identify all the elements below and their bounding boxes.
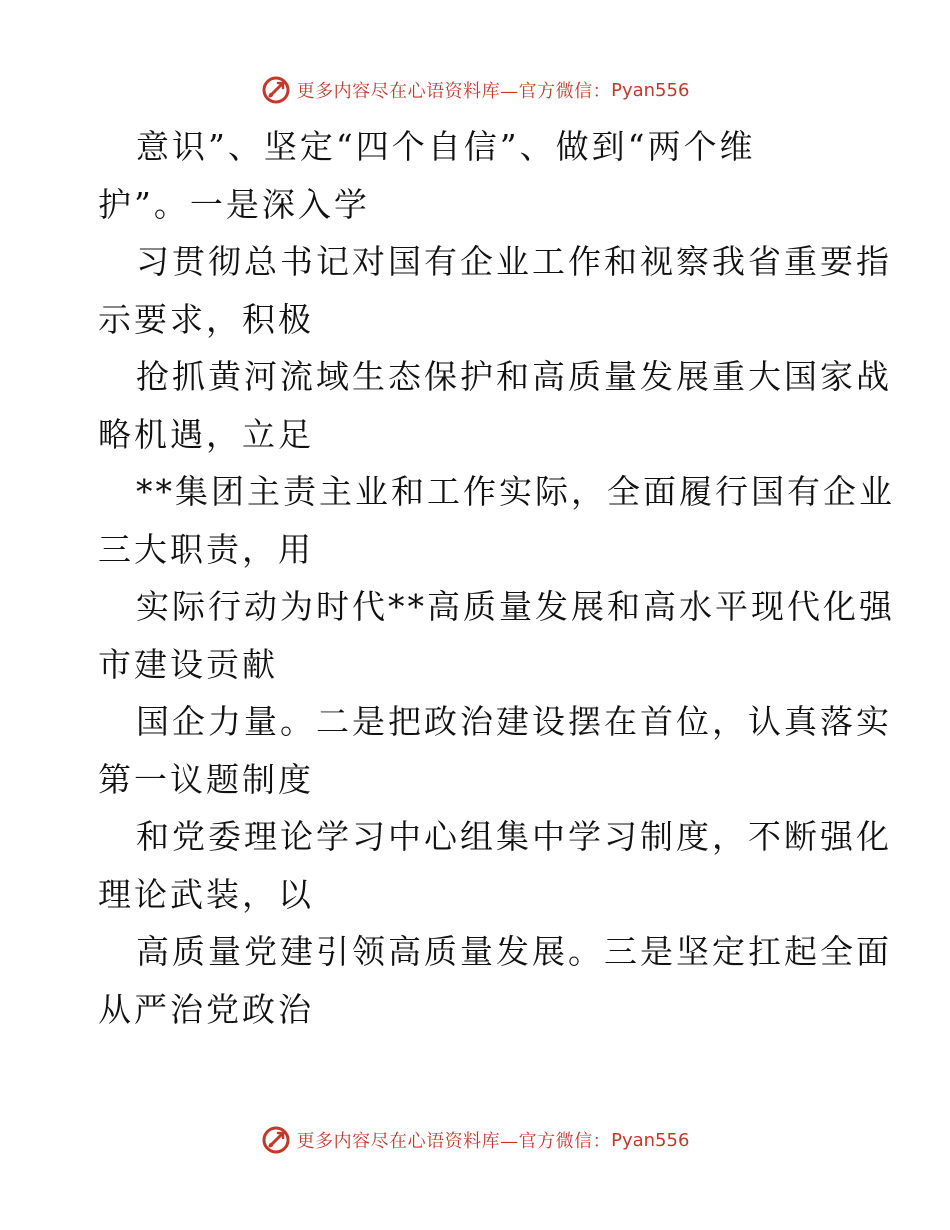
header-watermark (0, 70, 950, 110)
text-line: 高质量党建引领高质量发展。三是坚定扛起全面 (136, 932, 892, 971)
watermark-wechat-id: Pyan556 (611, 1129, 690, 1151)
text-line: 实际行动为时代**高质量发展和高水平现代化强 (136, 587, 895, 626)
watermark-wechat-id: Pyan556 (611, 79, 690, 101)
text-line: 第一议题制度 (98, 759, 314, 799)
brand-logo-icon (261, 1125, 291, 1155)
document-body (98, 118, 895, 1038)
watermark-text: 更多内容尽在心语资料库—官方微信： (296, 1131, 612, 1152)
text-line: 市建设贡献 (98, 644, 278, 684)
text-line: 习贯彻总书记对国有企业工作和视察我省重要指 (136, 242, 892, 281)
text-line: 略机遇，立足 (98, 414, 314, 454)
text-line: 从严治党政治 (98, 989, 314, 1029)
brand-logo-icon (261, 75, 291, 105)
footer-watermark (0, 1120, 950, 1160)
text-line: 抢抓黄河流域生态保护和高质量发展重大国家战 (136, 357, 892, 396)
text-line: 三大职责，用 (98, 529, 314, 569)
text-line: 意识”、坚定“四个自信”、做到“两个维 (136, 127, 756, 166)
text-line: 示要求，积极 (98, 299, 314, 339)
text-line: 和党委理论学习中心组集中学习制度，不断强化 (136, 817, 892, 856)
text-line: 理论武装，以 (98, 874, 314, 914)
text-line: 护”。一是深入学 (98, 184, 370, 224)
text-line: 国企力量。二是把政治建设摆在首位，认真落实 (136, 702, 892, 741)
watermark-text: 更多内容尽在心语资料库—官方微信： (296, 81, 612, 102)
text-line: **集团主责主业和工作实际，全面履行国有企业 (136, 472, 895, 511)
